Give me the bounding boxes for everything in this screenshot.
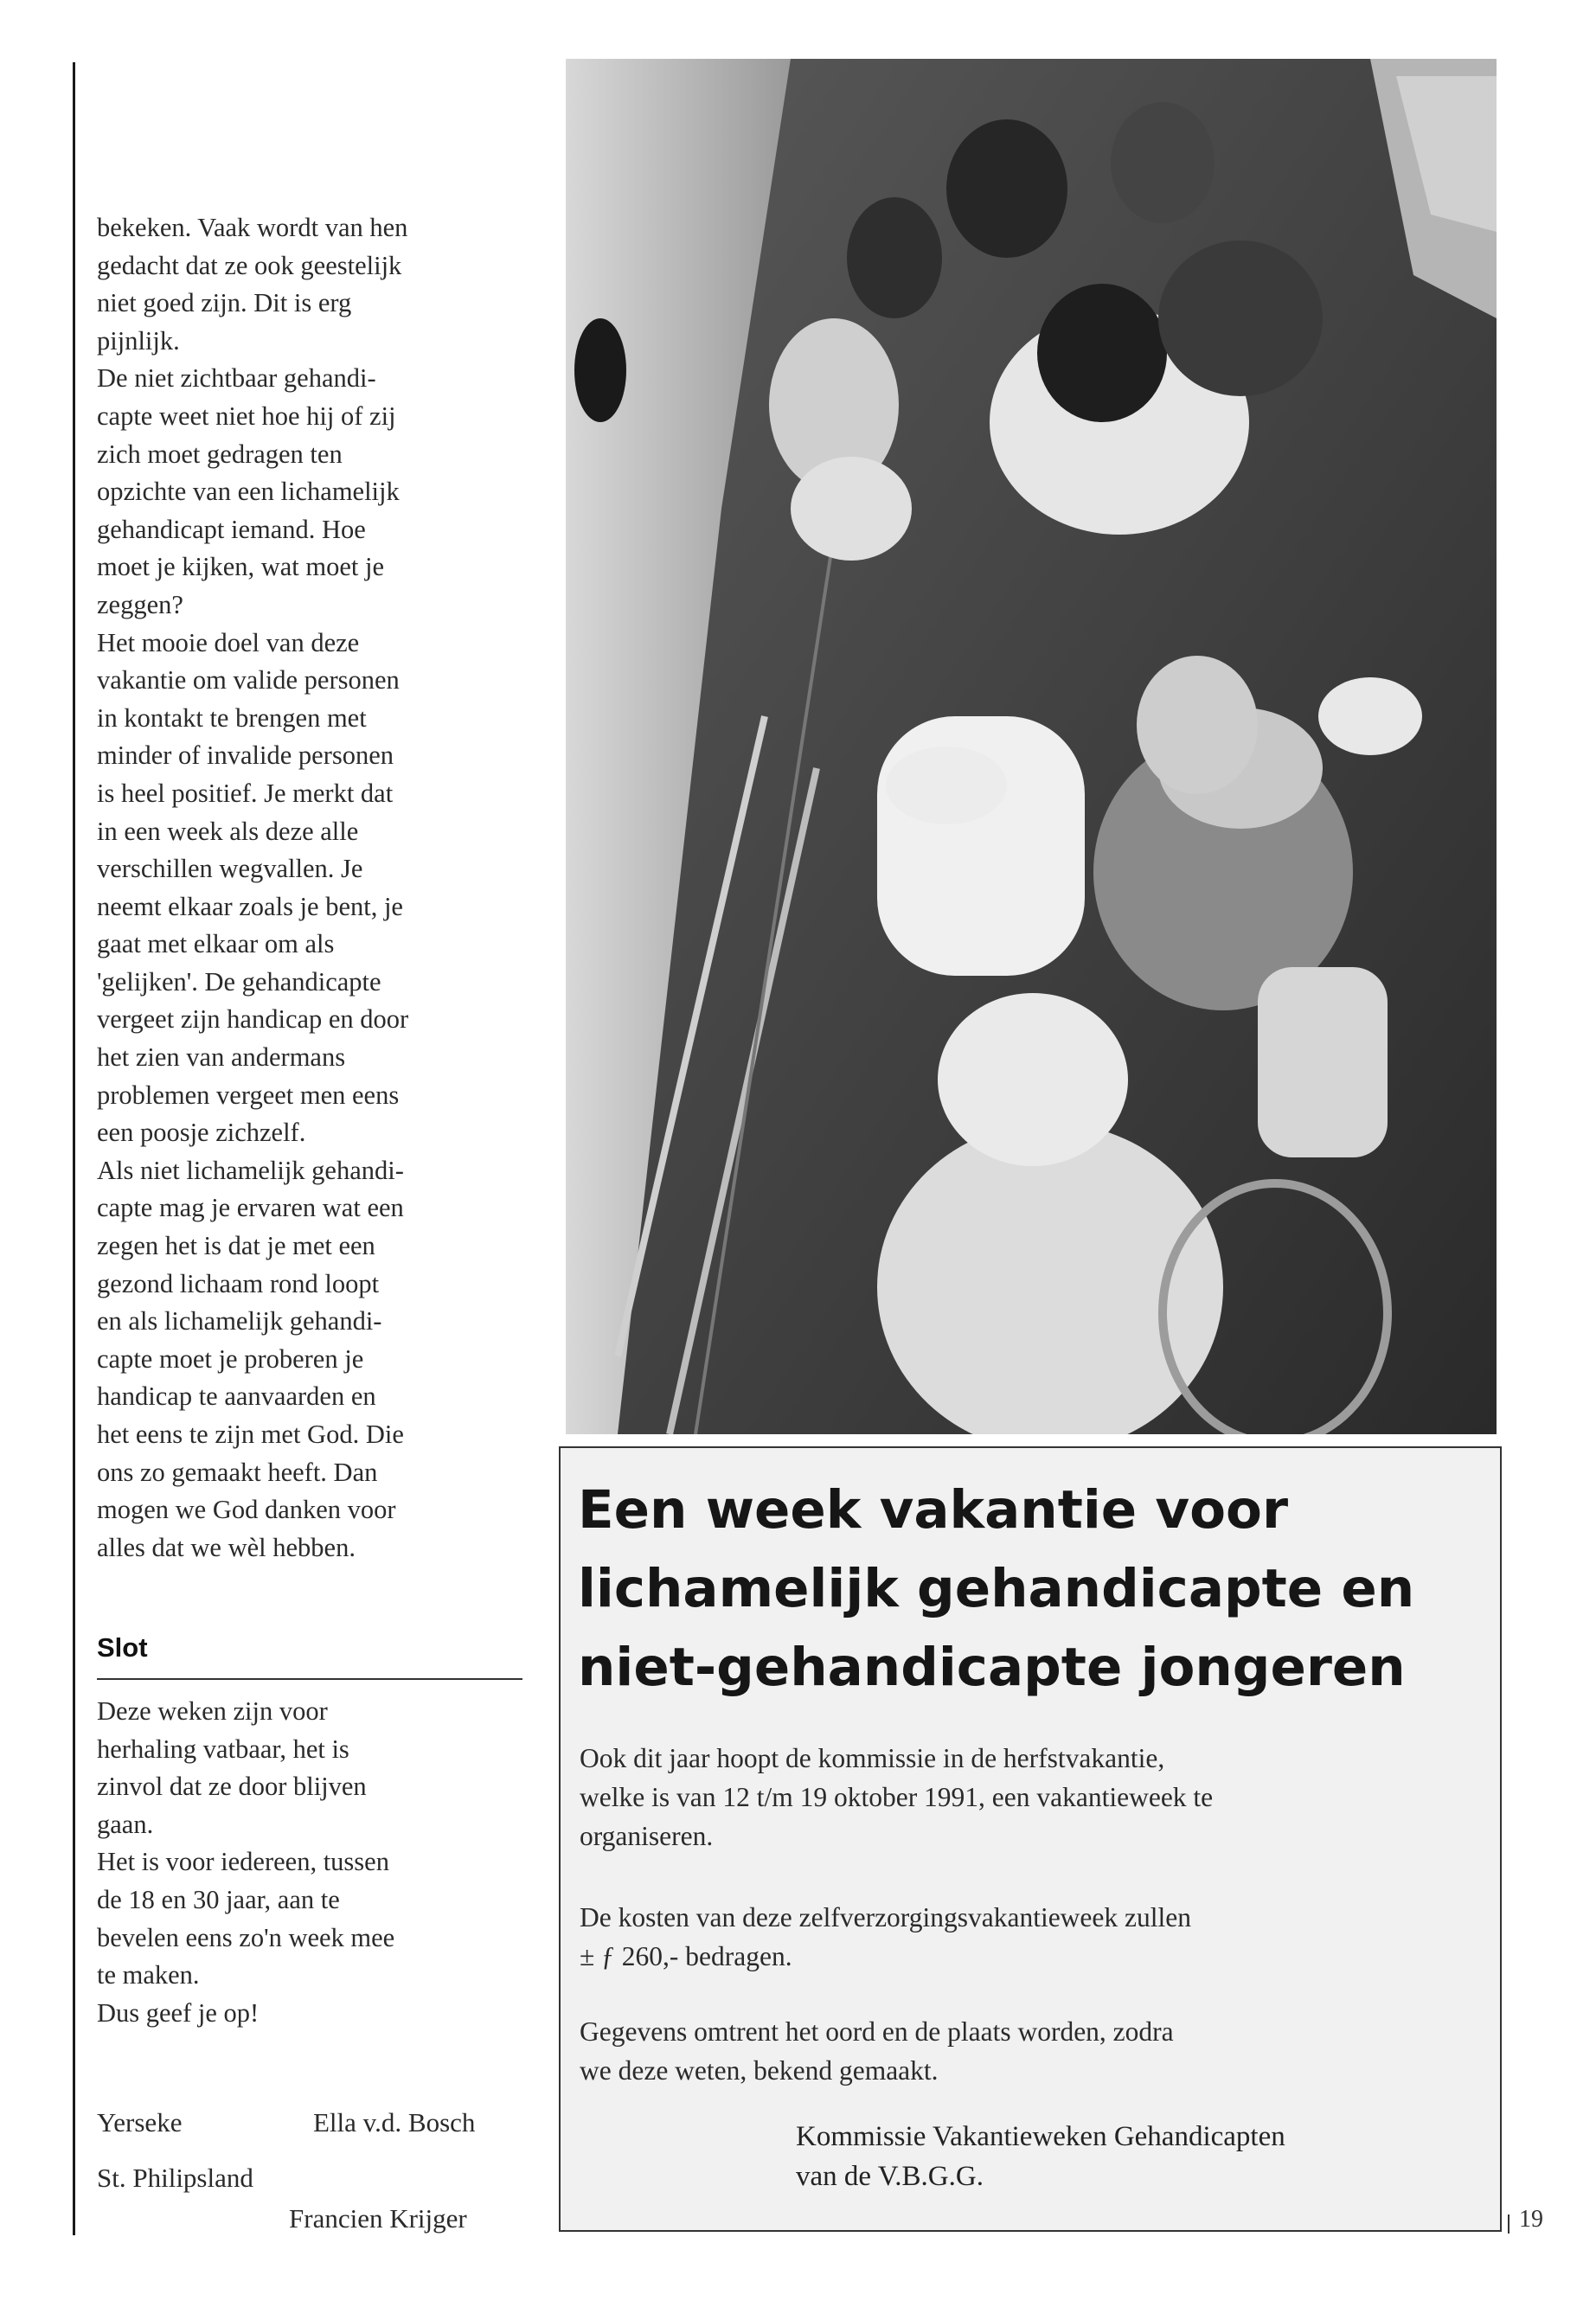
text-line: Dus geef je op! xyxy=(97,1997,260,2028)
slot-divider xyxy=(97,1678,522,1680)
title-line: niet-gehandicapte jongeren xyxy=(578,1637,1406,1698)
text-line: gaat met elkaar om als xyxy=(97,929,335,959)
text-line: gehandicapt iemand. Hoe xyxy=(97,514,366,544)
text-line: en als lichamelijk gehandi- xyxy=(97,1306,382,1336)
slot-body xyxy=(97,1693,538,2032)
announcement-paragraph-dates xyxy=(580,1739,1479,1856)
text-line: welke is van 12 t/m 19 oktober 1991, een vakantieweek te xyxy=(580,1782,1214,1812)
text-line: problemen vergeet men eens xyxy=(97,1080,400,1110)
text-line: Kommissie Vakantieweken Gehandicapten xyxy=(796,2121,1285,2152)
text-line: ons zo gemaakt heeft. Dan xyxy=(97,1457,378,1487)
group-photo xyxy=(566,59,1497,1434)
text-line: van de V.B.G.G. xyxy=(796,2161,984,2192)
left-margin-rule xyxy=(73,62,75,2235)
text-line: opzichte van een lichamelijk xyxy=(97,477,400,507)
text-line: in kontakt te brengen met xyxy=(97,702,367,733)
text-line: het eens te zijn met God. Die xyxy=(97,1420,404,1449)
text-line: minder of invalide personen xyxy=(97,740,394,771)
announcement-box xyxy=(559,1446,1502,2232)
text-line: Het mooie doel van deze xyxy=(97,627,360,657)
text-line: gezond lichaam rond loopt xyxy=(97,1268,380,1298)
slot-heading: Slot xyxy=(97,1632,148,1663)
page-number: 19 xyxy=(1519,2206,1543,2233)
text-line: mogen we God danken voor xyxy=(97,1495,396,1525)
photo-illustration xyxy=(566,59,1497,1434)
article-body xyxy=(97,209,538,1567)
text-line: De kosten van deze zelfverzorgingsvakantieweek zullen xyxy=(580,1902,1191,1932)
text-line: capte mag je ervaren wat een xyxy=(97,1193,404,1223)
text-line: pijnlijk. xyxy=(97,325,180,356)
announcement-title xyxy=(578,1471,1486,1707)
title-line: lichamelijk gehandicapte en xyxy=(578,1558,1415,1619)
text-line: is heel positief. Je merkt dat xyxy=(97,778,394,808)
text-line: zegen het is dat je met een xyxy=(97,1231,375,1261)
text-line: gaan. xyxy=(97,1809,154,1839)
announcement-paragraph-details xyxy=(580,2012,1479,2090)
text-line: zich moet gedragen ten xyxy=(97,439,343,469)
text-line: Gegevens omtrent het oord en de plaats worden, zodra xyxy=(580,2016,1174,2047)
text-line: herhaling vatbaar, het is xyxy=(97,1734,349,1764)
text-line: neemt elkaar zoals je bent, je xyxy=(97,891,403,921)
text-line: zeggen? xyxy=(97,589,183,619)
announcement-signature xyxy=(796,2117,1285,2196)
text-line: 'gelijken'. De gehandicapte xyxy=(97,966,381,997)
text-line: we deze weten, bekend gemaakt. xyxy=(580,2055,939,2086)
title-line: Een week vakantie voor xyxy=(578,1479,1289,1541)
text-line: ± ƒ 260,- bedragen. xyxy=(580,1941,792,1971)
text-line: capte moet je proberen je xyxy=(97,1343,364,1374)
signature-name-francien: Francien Krijger xyxy=(289,2203,467,2234)
text-line: moet je kijken, wat moet je xyxy=(97,552,385,582)
text-line: in een week als deze alle xyxy=(97,816,359,846)
text-line: een poosje zichzelf. xyxy=(97,1118,306,1148)
page-number-rule xyxy=(1508,2214,1509,2234)
text-line: Als niet lichamelijk gehandi- xyxy=(97,1155,404,1185)
text-line: het zien van andermans xyxy=(97,1042,346,1073)
text-line: alles dat we wèl hebben. xyxy=(97,1532,356,1562)
text-line: niet goed zijn. Dit is erg xyxy=(97,288,352,318)
signature-name-ella: Ella v.d. Bosch xyxy=(313,2107,476,2138)
text-line: gedacht dat ze ook geestelijk xyxy=(97,250,402,280)
text-line: de 18 en 30 jaar, aan te xyxy=(97,1884,340,1914)
text-line: bekeken. Vaak wordt van hen xyxy=(97,213,408,242)
text-line: Ook dit jaar hoopt de kommissie in de herfstvakantie, xyxy=(580,1743,1165,1773)
text-line: verschillen wegvallen. Je xyxy=(97,854,363,884)
text-line: Deze weken zijn voor xyxy=(97,1696,328,1726)
text-line: zinvol dat ze door blijven xyxy=(97,1772,367,1802)
text-line: capte weet niet hoe hij of zij xyxy=(97,401,396,431)
text-line: handicap te aanvaarden en xyxy=(97,1381,376,1412)
signature-place-yerseke: Yerseke xyxy=(97,2107,183,2138)
signature-place-philipsland: St. Philipsland xyxy=(97,2163,253,2193)
text-line: bevelen eens zo'n week mee xyxy=(97,1922,395,1952)
text-line: te maken. xyxy=(97,1960,200,1990)
text-line: vergeet zijn handicap en door xyxy=(97,1004,409,1035)
text-line: Het is voor iedereen, tussen xyxy=(97,1847,389,1877)
text-line: organiseren. xyxy=(580,1821,714,1851)
announcement-paragraph-costs xyxy=(580,1898,1479,1976)
text-line: vakantie om valide personen xyxy=(97,665,400,695)
text-line: De niet zichtbaar gehandi- xyxy=(97,363,376,394)
